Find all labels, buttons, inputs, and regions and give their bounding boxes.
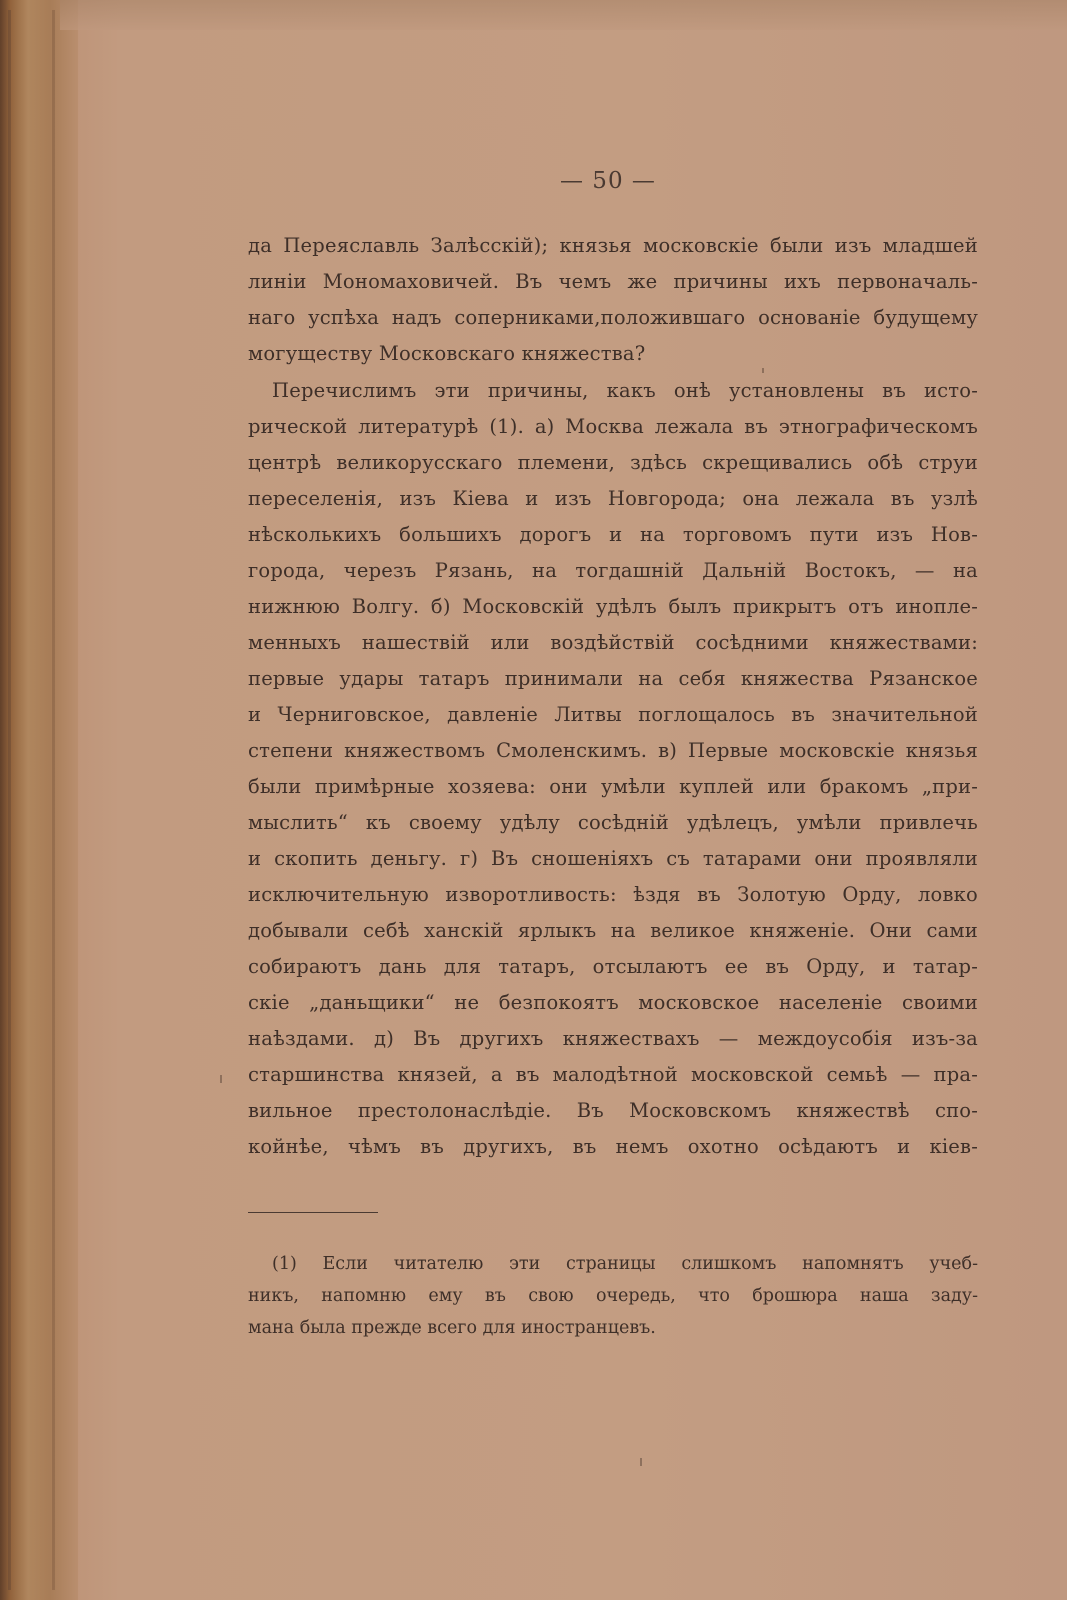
- text-line: нѣсколькихъ большихъ дорогъ и на торговомъ пути изъ Нов-: [248, 523, 978, 546]
- text-line: нижнюю Волгу. б) Московскій удѣлъ былъ прикрытъ отъ инопле-: [248, 595, 978, 618]
- paper-speck: [640, 1458, 642, 1466]
- text-line: собираютъ дань для татаръ, отсылаютъ ее въ Орду, и татар-: [248, 955, 978, 978]
- text-line: могуществу Московскаго княжества?: [248, 342, 646, 365]
- text-line: мыслить“ къ своему удѣлу сосѣдній удѣлецъ, умѣли привлечь: [248, 811, 978, 834]
- text-line: менныхъ нашествій или воздѣйствій сосѣдними княжествами:: [248, 631, 978, 654]
- text-line: и Черниговское, давленіе Литвы поглощалось въ значительной: [248, 703, 978, 726]
- page-number: — 50 —: [560, 168, 656, 194]
- text-line: добывали себѣ ханскій ярлыкъ на великое княженіе. Они сами: [248, 919, 978, 942]
- spine-crease: [52, 10, 55, 1590]
- page-top-edge: [60, 0, 1067, 30]
- text-line: и скопить деньгу. г) Въ сношеніяхъ съ татарами они проявляли: [248, 847, 978, 870]
- footnote-line: (1) Если читателю эти страницы слишкомъ напомнятъ учеб-: [272, 1254, 978, 1274]
- text-line: города, черезъ Рязань, на тогдашній Дальній Востокъ, — на: [248, 559, 978, 582]
- text-line: Перечислимъ эти причины, какъ онѣ установлены въ исто-: [272, 379, 978, 402]
- footnote-rule: [248, 1212, 378, 1213]
- text-line: наго успѣха надъ соперниками,положившаго основаніе будущему: [248, 306, 978, 329]
- text-line: да Переяславль Залѣсскій); князья московскіе были изъ младшей: [248, 234, 978, 257]
- text-line: рической литературѣ (1). а) Москва лежала въ этнографическомъ: [248, 415, 978, 438]
- text-line: степени княжествомъ Смоленскимъ. в) Первые московскіе князья: [248, 739, 978, 762]
- text-line: исключительную изворотливость: ѣздя въ Золотую Орду, ловко: [248, 883, 978, 906]
- footnote-line: мана была прежде всего для иностранцевъ.: [248, 1318, 656, 1338]
- text-line: первые удары татаръ принимали на себя княжества Рязанское: [248, 667, 978, 690]
- text-line: койнѣе, чѣмъ въ другихъ, въ немъ охотно осѣдаютъ и кіев-: [248, 1135, 978, 1158]
- text-line: центрѣ великорусскаго племени, здѣсь скрещивались обѣ струи: [248, 451, 978, 474]
- text-line: старшинства князей, а въ малодѣтной московской семьѣ — пра-: [248, 1063, 978, 1086]
- footnote-line: никъ, напомню ему въ свою очередь, что брошюра наша заду-: [248, 1286, 978, 1306]
- text-line: скіе „даньщики“ не безпокоятъ московское населеніе своими: [248, 991, 978, 1014]
- paper-speck: [220, 1075, 222, 1083]
- text-line: вильное престолонаслѣдіе. Въ Московскомъ княжествѣ спо-: [248, 1099, 978, 1122]
- text-line: линіи Мономаховичей. Въ чемъ же причины ихъ первоначаль-: [248, 270, 978, 293]
- book-spine: [0, 0, 78, 1600]
- paper-speck: [762, 368, 764, 373]
- text-line: были примѣрные хозяева: они умѣли куплей или бракомъ „при-: [248, 775, 978, 798]
- text-line: наѣздами. д) Въ другихъ княжествахъ — междоусобія изъ-за: [248, 1027, 978, 1050]
- spine-crease: [8, 10, 11, 1590]
- text-line: переселенія, изъ Кіева и изъ Новгорода; она лежала въ узлѣ: [248, 487, 978, 510]
